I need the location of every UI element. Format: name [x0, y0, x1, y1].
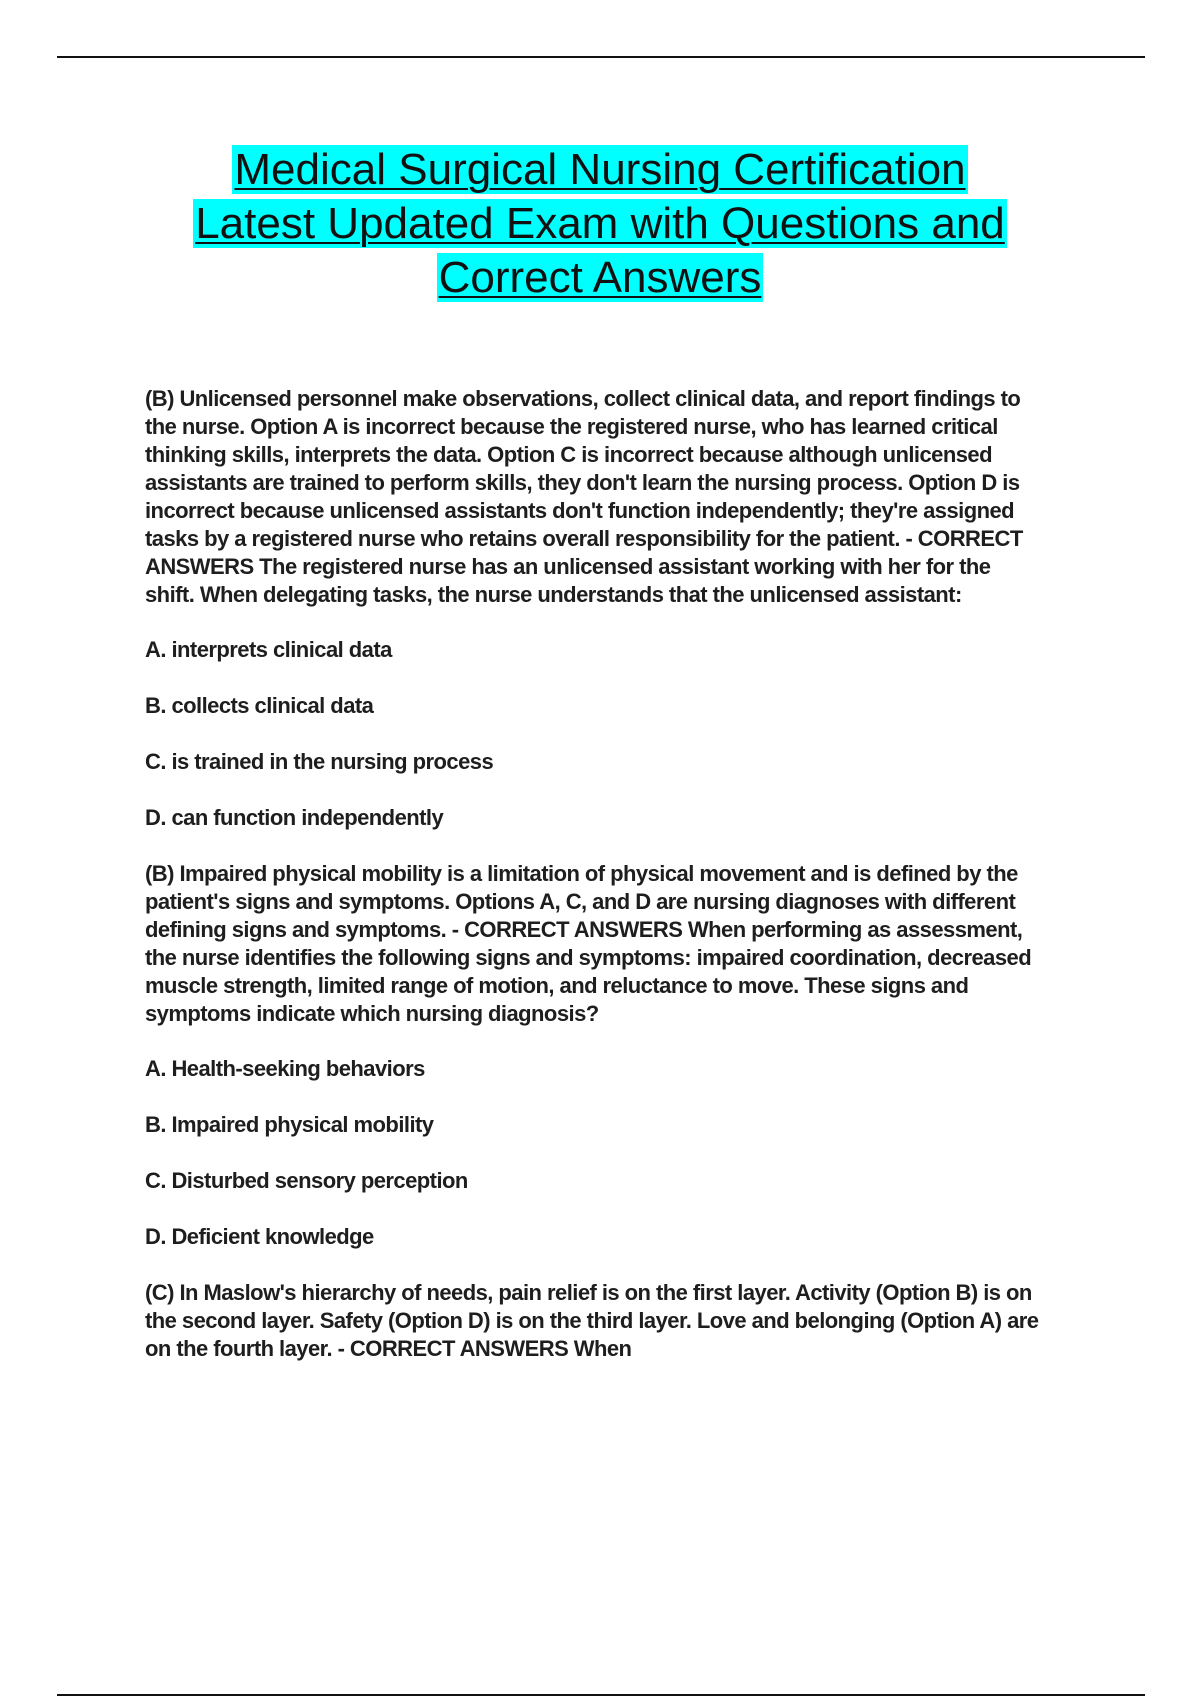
document-body: [145, 385, 1045, 1390]
answer-option: D. Deficient knowledge: [145, 1224, 374, 1249]
answer-option: A. Health-seeking behaviors: [145, 1056, 425, 1081]
answer-option: B. Impaired physical mobility: [145, 1112, 434, 1137]
answer-option: D. can function independently: [145, 805, 444, 830]
title-line-text: Latest Updated Exam with Questions and: [195, 199, 1005, 248]
title-line: [0, 251, 1200, 305]
title-line: [0, 143, 1200, 197]
answer-option: A. interprets clinical data: [145, 637, 392, 662]
header-rule: [57, 56, 1145, 58]
answer-option: B. collects clinical data: [145, 693, 374, 718]
answer-option: C. Disturbed sensory perception: [145, 1168, 468, 1193]
answer-explanation-paragraph: (B) Unlicensed personnel make observations, collect clinical data, and report findings to the nurse. Option A is incorrect because the registered nurse, who has learned critical thinking skills, interprets the data. Option C is incorrect because although unlicensed assistants are trained to perform skills, they don't learn the nursing process. Option D is incorrect because unlicensed assistants don't function independently; they're assigned tasks by a registered nurse who retains overall responsibility for the patient. - CORRECT ANSWERS The registered nurse has an unlicensed assistant working with her for the shift. When delegating tasks, the nurse understands that the unlicensed assistant:: [145, 386, 1023, 607]
answer-explanation-paragraph: (B) Impaired physical mobility is a limitation of physical movement and is defined by the patient's signs and symptoms. Options A, C, and D are nursing diagnoses with different defining signs and symptoms. - CORRECT ANSWERS When performing as assessment, the nurse identifies the following signs and symptoms: impaired coordination, decreased muscle strength, limited range of motion, and reluctance to move. These signs and symptoms indicate which nursing diagnosis?: [145, 861, 1032, 1026]
answer-option: C. is trained in the nursing process: [145, 749, 494, 774]
title-line-text: Medical Surgical Nursing Certification: [234, 145, 966, 194]
answer-explanation-paragraph: (C) In Maslow's hierarchy of needs, pain relief is on the first layer. Activity (Option B) is on the second layer. Safety (Option D) is on the third layer. Love and belonging (Option A) are on the fourth layer. - CORRECT ANSWERS When: [145, 1280, 1039, 1361]
title-line-text: Correct Answers: [438, 253, 762, 302]
footer-rule: [57, 1694, 1145, 1696]
document-title: [0, 143, 1200, 305]
title-line: [0, 197, 1200, 251]
